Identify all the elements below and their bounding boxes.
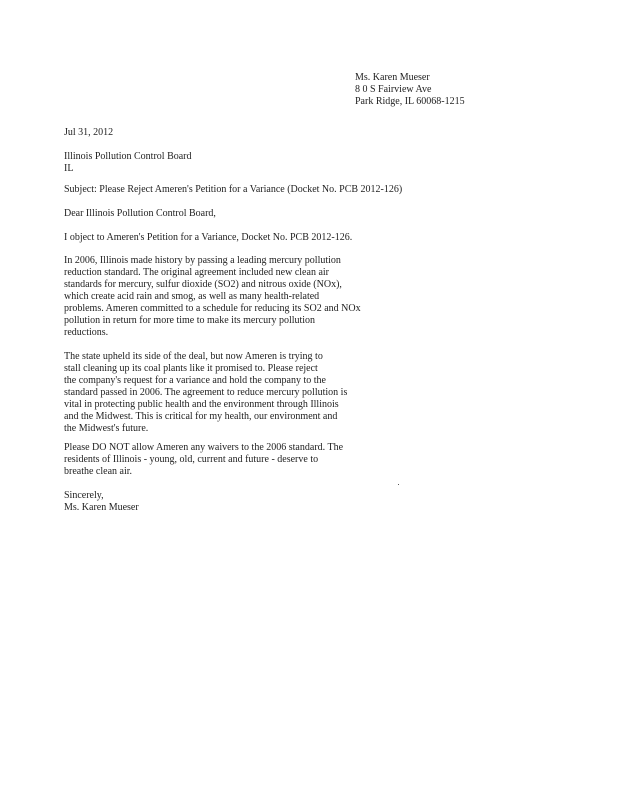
subject-line — [64, 184, 402, 196]
recipient-name: Illinois Pollution Control Board — [64, 151, 192, 162]
signature-name: Ms. Karen Mueser — [64, 502, 139, 513]
scan-speck — [398, 484, 399, 485]
paragraph-line: standard passed in 2006. The agreement to reduce mercury pollution is — [64, 387, 348, 398]
paragraph-line: the company's request for a variance and hold the company to the — [64, 375, 326, 386]
paragraph-line: stall cleaning up its coal plants like it promised to. Please reject — [64, 363, 318, 374]
sender-street: 8 0 S Fairview Ave — [355, 84, 432, 95]
body-paragraph-1 — [64, 255, 361, 339]
paragraph-line: Please DO NOT allow Ameren any waivers to the 2006 standard. The — [64, 442, 344, 453]
paragraph-line: which create acid rain and smog, as well as many health-related — [64, 291, 320, 302]
date-text: Jul 31, 2012 — [64, 127, 114, 138]
paragraph-line: pollution in return for more time to make its mercury pollution — [64, 315, 316, 326]
paragraph-line: standards for mercury, sulfur dioxide (SO2) and nitrous oxide (NOx), — [64, 279, 342, 290]
letter-date — [64, 127, 113, 139]
recipient-state: IL — [64, 163, 74, 174]
body-paragraph-3 — [64, 442, 343, 478]
salutation-text: Dear Illinois Pollution Control Board, — [64, 208, 216, 219]
closing-text: Sincerely, — [64, 490, 104, 501]
sender-address — [355, 72, 465, 108]
paragraph-line: The state upheld its side of the deal, but now Ameren is trying to — [64, 351, 323, 362]
paragraph-line: In 2006, Illinois made history by passing a leading mercury pollution — [64, 255, 341, 266]
body-paragraph-2 — [64, 351, 347, 435]
paragraph-line: vital in protecting public health and the environment through Illinois — [64, 399, 339, 410]
paragraph-line: the Midwest's future. — [64, 423, 149, 434]
sender-name: Ms. Karen Mueser — [355, 72, 430, 83]
paragraph-line: and the Midwest. This is critical for my health, our environment and — [64, 411, 338, 422]
paragraph-line: residents of Illinois - young, old, current and future - deserve to — [64, 454, 319, 465]
recipient-address — [64, 151, 192, 175]
paragraph-line: reductions. — [64, 327, 109, 338]
salutation — [64, 208, 216, 220]
subject-text: Subject: Please Reject Ameren's Petition for a Variance (Docket No. PCB 2012-126) — [64, 184, 403, 195]
paragraph-line: reduction standard. The original agreement included new clean air — [64, 267, 329, 278]
paragraph-line: breathe clean air. — [64, 466, 133, 477]
intro-paragraph — [64, 232, 352, 244]
closing-block — [64, 490, 139, 514]
sender-city: Park Ridge, IL 60068-1215 — [355, 96, 465, 107]
intro-text: I object to Ameren's Petition for a Variance, Docket No. PCB 2012-126. — [64, 232, 353, 243]
paragraph-line: problems. Ameren committed to a schedule for reducing its SO2 and NOx — [64, 303, 361, 314]
